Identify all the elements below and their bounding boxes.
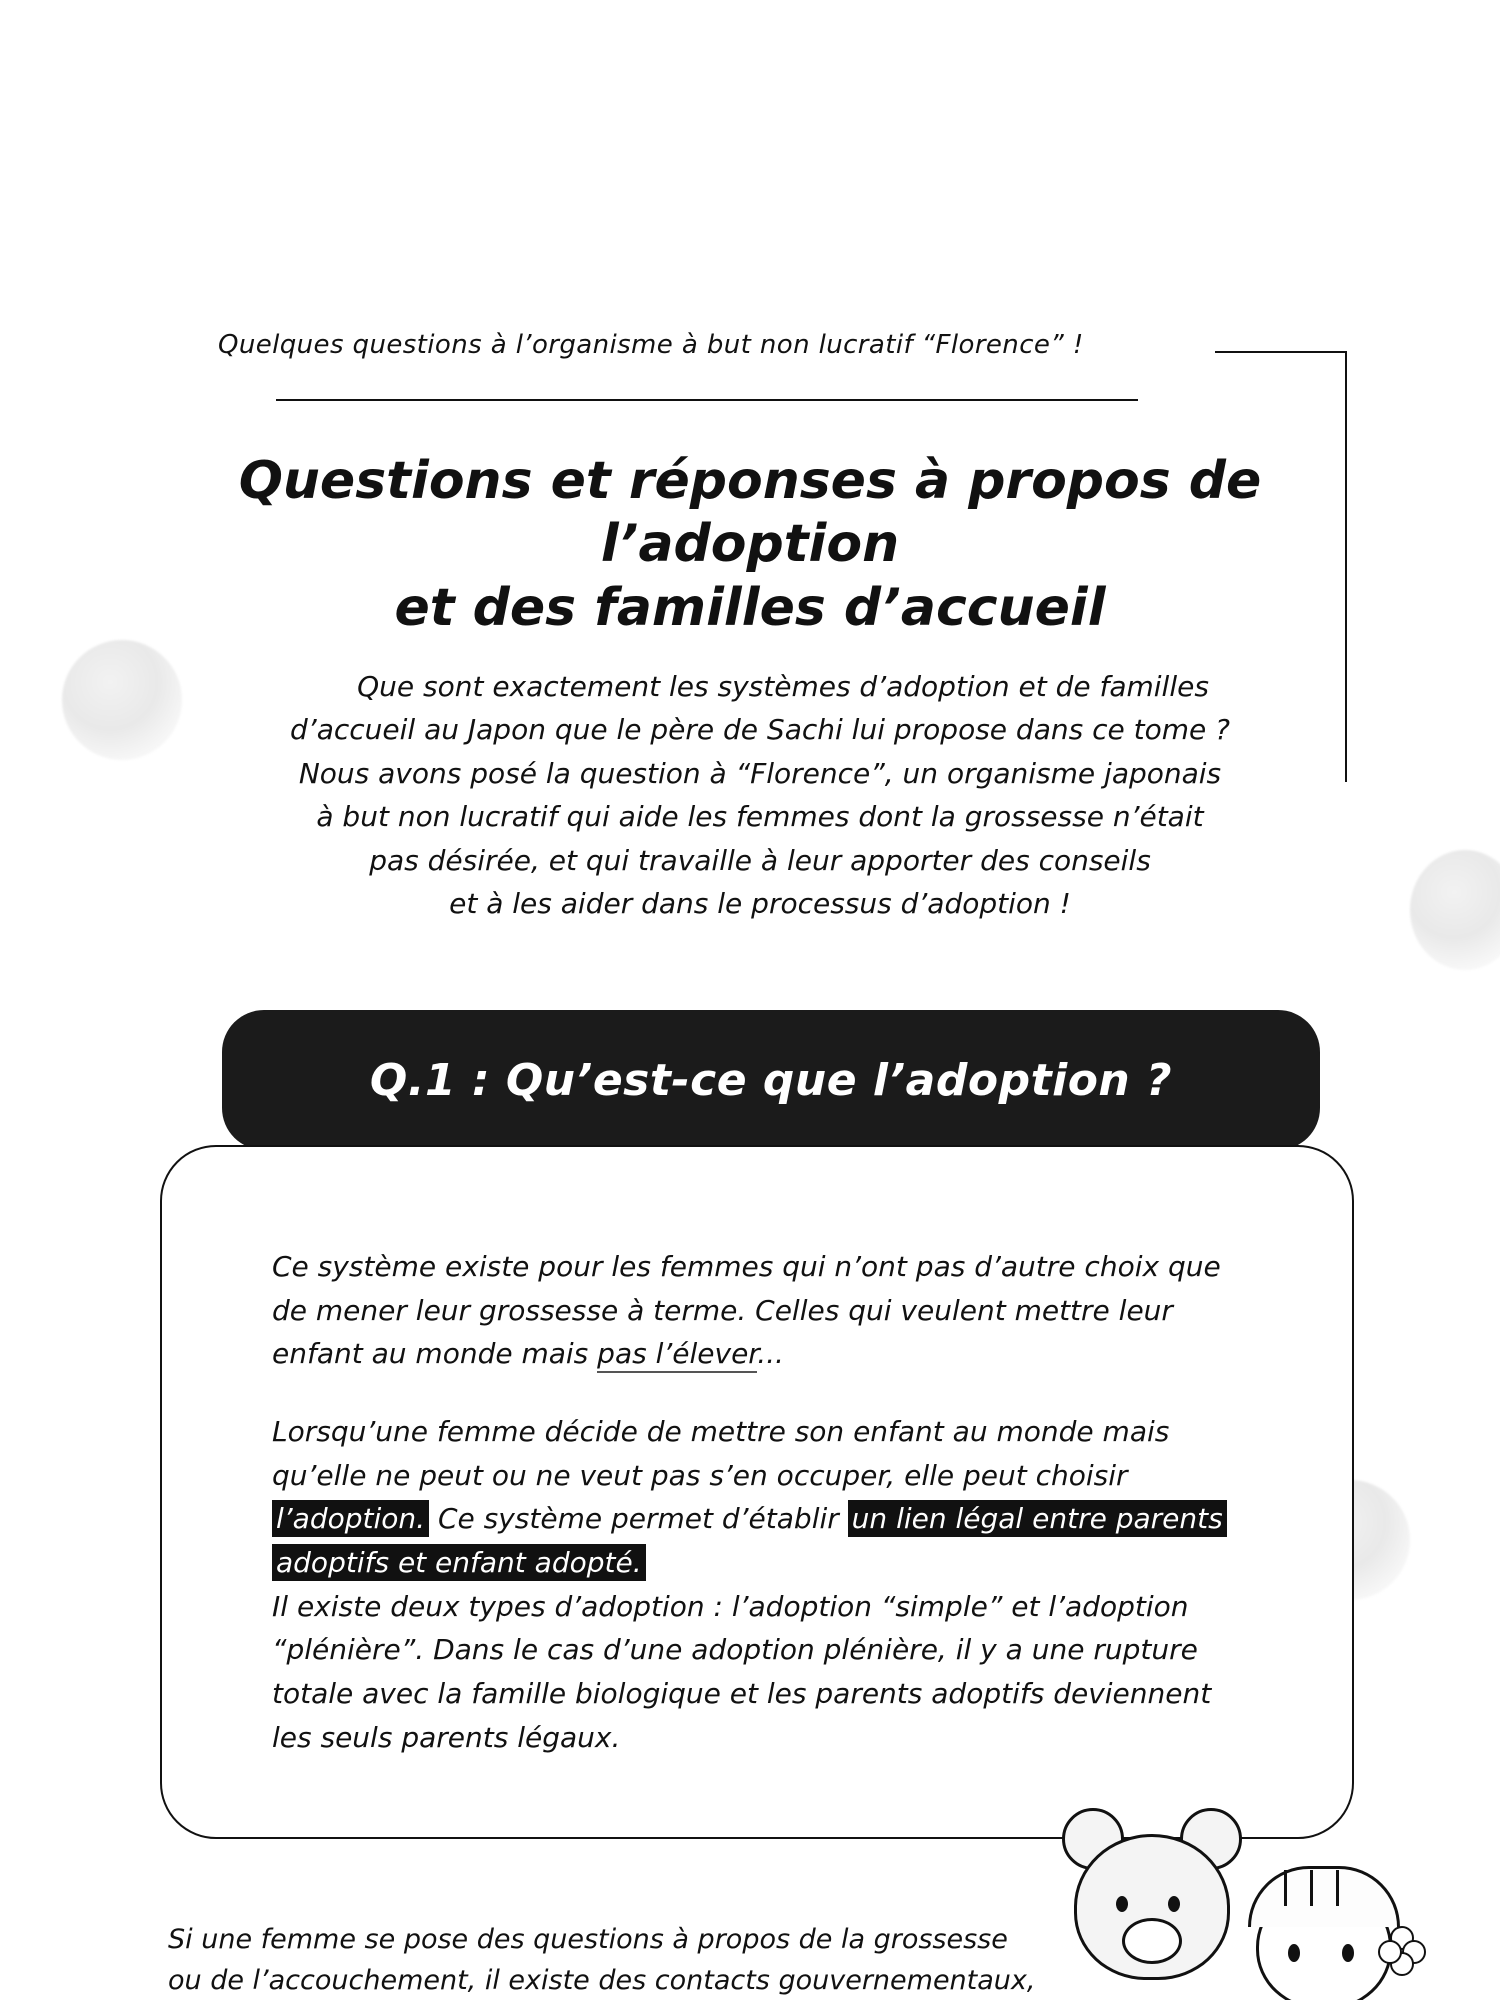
- header-rule-vertical: [1345, 352, 1347, 782]
- intro-line-5: pas désirée, et qui travaille à leur apporter des conseils: [369, 843, 1151, 877]
- flower-petal: [1378, 1940, 1402, 1964]
- bear-muzzle: [1122, 1918, 1182, 1964]
- intro-line-3: Nous avons posé la question à “Florence”, un organisme japonais: [298, 756, 1222, 790]
- intro-line-6: et à les aider dans le processus d’adoption !: [449, 886, 1071, 920]
- page-title-line-2: et des familles d’accueil: [394, 577, 1106, 638]
- header-rule-horizontal: [1215, 351, 1347, 353]
- answer-p2-highlight-1: l’adoption.: [272, 1500, 429, 1537]
- intro-line-2: d’accueil au Japon que le père de Sachi lui propose dans ce tome ?: [290, 713, 1230, 747]
- girl-hair: [1248, 1866, 1400, 1927]
- flower-icon: [1378, 1926, 1424, 1972]
- girl-eye-left: [1288, 1944, 1300, 1962]
- girl-hair-strand: [1310, 1870, 1313, 1906]
- bear-eye-left: [1116, 1896, 1128, 1912]
- answer-paragraph-3: Il existe deux types d’adoption : l’adoption “simple” et l’adoption “plénière”. Dans le cas d’une adoption plénière, il y a une rupture totale avec la famille biologique et les parents adoptifs deviennent les seuls parents légaux.: [272, 1589, 1212, 1754]
- page-title-line-1: Questions et réponses à propos de l’adoption: [238, 451, 1262, 575]
- girl-character-illustration: [1232, 1840, 1432, 2000]
- intro-line-4: à but non lucratif qui aide les femmes dont la grossesse n’était: [316, 800, 1204, 834]
- answer-p1-underlined: pas l’élever: [597, 1337, 757, 1373]
- question-bubble: [222, 1010, 1320, 1150]
- intro-line-1: Que sont exactement les systèmes d’adoption et de familles: [357, 670, 1209, 703]
- answer-paragraph-2: [272, 1410, 1252, 1585]
- answer-p1-part-a: Ce système existe pour les femmes qui n’ont pas d’autre choix que de mener leur grossesse à terme. Celles qui veulent mettre leur enfant au monde mais: [272, 1250, 1221, 1371]
- girl-hair-strand: [1336, 1870, 1339, 1906]
- kicker-text: Quelques questions à l’organisme à but non lucratif “Florence” !: [218, 330, 1084, 360]
- footer-line-1: Si une femme se pose des questions à propos de la grossesse: [168, 1924, 1008, 1955]
- girl-eye-right: [1342, 1944, 1354, 1962]
- answer-p2-part-a: Lorsqu’une femme décide de mettre son enfant au monde mais qu’elle ne peut ou ne veut pas s’en occuper, elle peut choisir: [272, 1415, 1170, 1492]
- bear-eye-right: [1168, 1896, 1180, 1912]
- decorative-smudge: [1410, 850, 1500, 970]
- bear-character-illustration: [1060, 1800, 1240, 2000]
- answer-body: [272, 1245, 1252, 1793]
- intro-paragraph: [230, 665, 1290, 925]
- kicker-underline: [276, 399, 1138, 401]
- page-title: [160, 450, 1340, 640]
- decorative-smudge: [62, 640, 182, 760]
- question-text: Q.1 : Qu’est-ce que l’adoption ?: [369, 1054, 1173, 1106]
- answer-p2-highlight-2: un lien légal entre parents adoptifs et enfant adopté.: [272, 1500, 1227, 1581]
- answer-p1-part-b: ...: [757, 1337, 784, 1371]
- footer-line-2: ou de l’accouchement, il existe des contacts gouvernementaux,: [168, 1964, 1036, 1996]
- answer-paragraph-1: [272, 1245, 1252, 1376]
- answer-p2-part-b: Ce système permet d’établir: [429, 1502, 848, 1536]
- girl-hair-strand: [1284, 1870, 1287, 1906]
- footer-text: [168, 1920, 1068, 2000]
